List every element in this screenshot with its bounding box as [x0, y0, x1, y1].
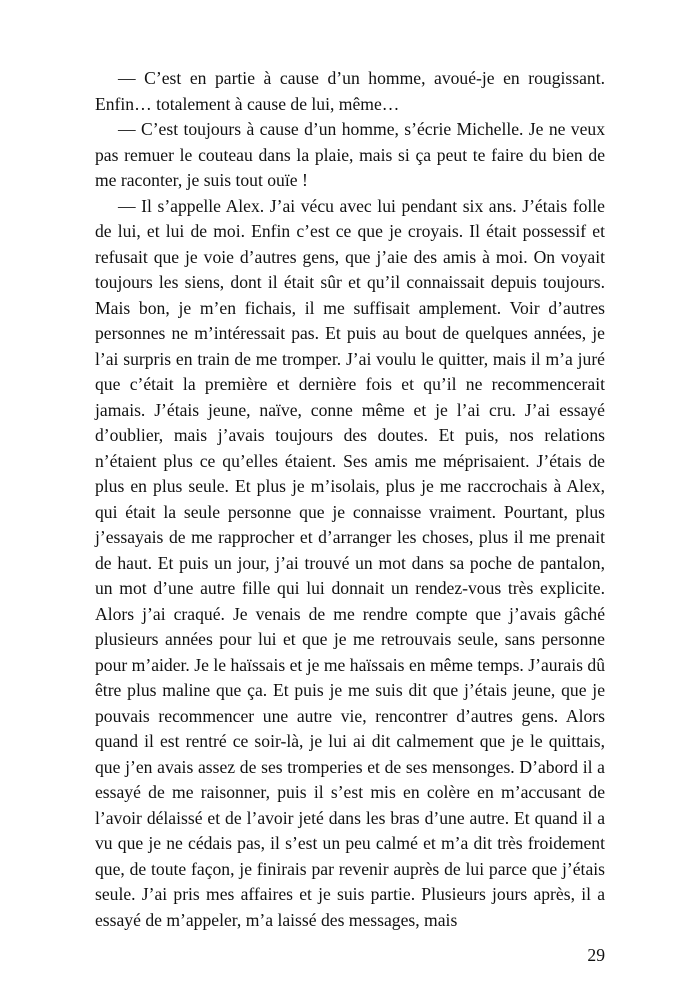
paragraph-1: — C’est en partie à cause d’un homme, avoué-je en rougissant. Enfin… totalement à cause de lui, même… [95, 68, 605, 114]
paragraph-3: — Il s’appelle Alex. J’ai vécu avec lui pendant six ans. J’étais folle de lui, et lui de moi. Enfin c’est ce que je croyais. Il était possessif et refusait que je voie d’autres gens, que j’aie des amis à moi. On voyait toujours les siens, dont il était sûr et qu’il connaissait depuis toujours. Mais bon, je m’en fichais, il me suffisait amplement. Voir d’autres personnes ne m’intéressait pas. Et puis au bout de quelques années, je l’ai surpris en train de me tromper. J’ai voulu le quitter, mais il m’a juré que c’était la première et dernière fois et qu’il ne recommencerait jamais. J’étais jeune, naïve, conne même et je l’ai cru. J’ai essayé d’oublier, mais j’avais toujours des doutes. Et puis, nos relations n’étaient plus ce qu’elles étaient. Ses amis me méprisaient. J’étais de plus en plus seule. Et plus je m’isolais, plus je me raccrochais à Alex, qui était la seule personne que je connaisse vraiment. Pourtant, plus j’essayais de me rapprocher et d’arranger les choses, plus il me prenait de haut. Et puis un jour, j’ai trouvé un mot dans sa poche de pantalon, un mot d’une autre fille qui lui donnait un rendez-vous très explicite. Alors j’ai craqué. Je venais de me rendre compte que j’avais gâché plusieurs années pour lui et que je me retrouvais seule, sans personne pour m’aider. Je le haïssais et je me haïssais en même temps. J’aurais dû être plus maline que ça. Et puis je me suis dit que j’étais jeune, que je pouvais recommencer une autre vie, rencontrer d’autres gens. Alors quand il est rentré ce soir-là, je lui ai dit calmement que je le quittais, que j’en avais assez de ses tromperies et de ses mensonges. D’abord il a essayé de me raisonner, puis il s’est mis en colère en m’accusant de l’avoir délaissé et de l’avoir jeté dans les bras d’une autre. Et quand il a vu que je ne cédais pas, il s’est un peu calmé et m’a dit très froidement que, de toute façon, je finirais par revenir auprès de lui parce que j’étais seule. J’ai pris mes affaires et je suis partie. Plusieurs jours après, il a essayé de m’appeler, m’a laissé des messages, mais [95, 195, 605, 930]
paragraph-2: — C’est toujours à cause d’un homme, s’écrie Michelle. Je ne veux pas remuer le couteau dans la plaie, mais si ça peut te faire du bien de me raconter, je suis tout ouïe ! [95, 119, 605, 190]
page-number: 29 [587, 945, 605, 965]
page-body [95, 66, 605, 933]
